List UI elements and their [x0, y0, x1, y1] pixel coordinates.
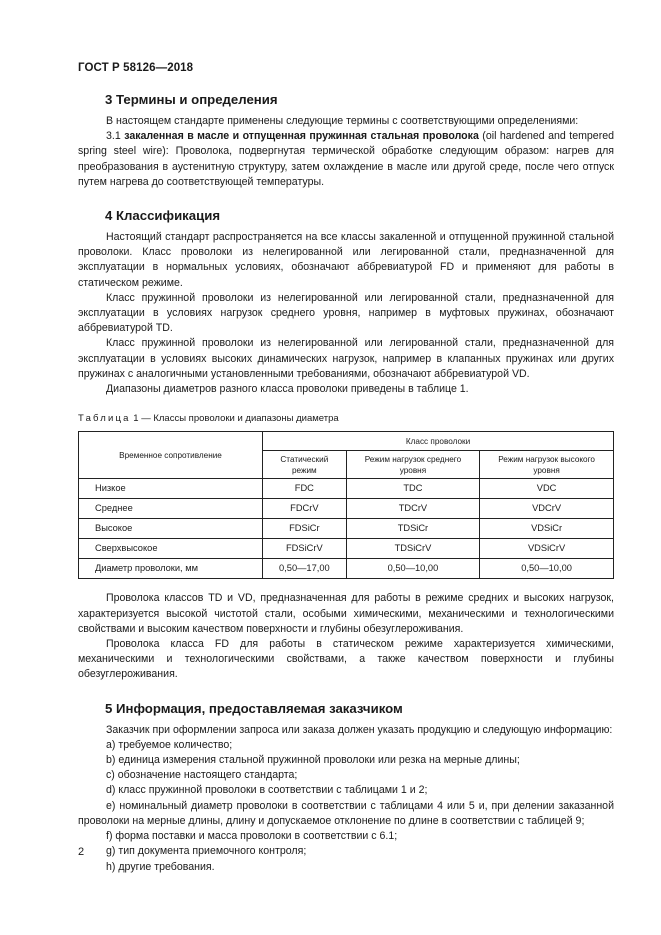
section-5-title: 5 Информация, предоставляемая заказчиком — [105, 700, 403, 716]
section-4-paragraph-3: Класс пружинной проволоки из нелегированной или легированной стали, предназначенной для эксплуатации в условиях высоких динамических нагрузок, например в клапанных пружинах или других пружинах с аналогичными установленными требованиями, обозначают аббревиатурой VD. — [78, 337, 614, 380]
section-4-paragraph-4: Диапазоны диаметров разного класса проволоки приведены в таблице 1. — [106, 383, 469, 396]
cell-fd: FDSiCr — [263, 519, 347, 539]
table-row — [79, 479, 614, 499]
list-item: h) другие требования. — [106, 860, 215, 873]
section-4-paragraph-2: Класс пружинной проволоки из нелегированной или легированной стали, предназначенной для эксплуатации в условиях нагрузок среднего уровня, например в муфтовых пружинах, обозначают аббревиатурой TD. — [78, 291, 614, 335]
cell-fd: FDCrV — [263, 499, 347, 519]
section-5-intro: Заказчик при оформлении запроса или заказа должен указать продукцию и следующую информацию: — [106, 723, 613, 736]
cell-vd: 0,50—10,00 — [480, 559, 614, 579]
section-3-title: 3 Термины и определения — [105, 92, 278, 107]
list-item: d) класс пружинной проволоки в соответствии с таблицами 1 и 2; — [106, 784, 428, 797]
header-resistance: Временное сопротивление — [79, 432, 263, 479]
table-row — [79, 499, 614, 519]
row-name: Низкое — [79, 479, 263, 499]
cell-td: TDC — [346, 479, 479, 499]
cell-vd: VDCrV — [480, 499, 614, 519]
cell-td: 0,50—10,00 — [346, 559, 479, 579]
cell-td: TDCrV — [346, 499, 479, 519]
header-static: Статический режим — [263, 451, 347, 479]
list-item: a) требуемое количество; — [106, 738, 233, 751]
row-name: Диаметр проволоки, мм — [79, 559, 263, 579]
order-info-list — [78, 738, 614, 875]
cell-fd: FDSiCrV — [263, 539, 347, 559]
table-1 — [78, 431, 614, 579]
table-1-caption — [78, 411, 614, 426]
standard-header: ГОСТ Р 58126—2018 — [78, 62, 194, 74]
section-4-after-table-2: Проволока класса FD для работы в статическом режиме характеризуется химическими, механическими и технологическими свойствами, а также качеством поверхности и глубины обезуглероживания. — [78, 638, 614, 681]
section-4-after-table-1: Проволока классов TD и VD, предназначенная для работы в режиме средних и высоких нагрузок, характеризуется высокой чистотой стали, особыми химическими, механическими и технологическими свойствами и высоким качеством поверхности и глубины обезуглероживания. — [78, 592, 614, 635]
cell-vd: VDSiCr — [480, 519, 614, 539]
page-number: 2 — [78, 846, 85, 858]
cell-fd: FDC — [263, 479, 347, 499]
row-name: Сверхвысокое — [79, 539, 263, 559]
cell-td: TDSiCr — [346, 519, 479, 539]
row-name: Среднее — [79, 499, 263, 519]
list-item: c) обозначение настоящего стандарта; — [106, 769, 298, 782]
section-3-intro: В настоящем стандарте применены следующие термины с соответствующими определениями: — [106, 115, 579, 127]
term-3-1 — [78, 129, 614, 190]
table-caption-text: 1 — Классы проволоки и диапазоны диаметра — [133, 413, 339, 425]
table-row — [79, 539, 614, 559]
term-name: закаленная в масле и отпущенная пружинная стальная проволока — [124, 130, 479, 143]
cell-vd: VDSiCrV — [480, 539, 614, 559]
term-definition: (oil hardened and tempered spring steel wire): Проволока, подвергнутая термической обработке следующим образом: нагрев для преобразования в аустенитную структуру, затем охлаждение в масле или другой среде, после чего отпуск путем нагрева до соответствующей температуры. — [78, 130, 615, 188]
list-item: e) номинальный диаметр проволоки в соответствии с таблицами 4 или 5 и, при делении заказанной проволоки на мерные длины, длину и допускаемое отклонение по длине в соответствии с таблицей 9; — [78, 799, 614, 827]
header-wire-class: Класс проволоки — [263, 432, 614, 451]
row-name: Высокое — [79, 519, 263, 539]
table-row — [79, 559, 614, 579]
header-medium: Режим нагрузок среднего уровня — [346, 451, 479, 479]
page-content — [78, 92, 614, 875]
list-item: b) единица измерения стальной пружинной проволоки или резка на мерные длины; — [106, 754, 520, 767]
list-item: f) форма поставки и масса проволоки в соответствии с 6.1; — [106, 830, 398, 843]
cell-vd: VDC — [480, 479, 614, 499]
list-item: g) тип документа приемочного контроля; — [106, 845, 307, 858]
header-high: Режим нагрузок высокого уровня — [480, 451, 614, 479]
section-4-paragraph-1: Настоящий стандарт распространяется на все классы закаленной и отпущенной пружинной стальной проволоки. Класс проволоки из нелегированной или легированной стали, предназначенной для эксплуатации в нормальных условиях, обозначают аббревиатурой FD и применяют для работы в статическом режиме. — [78, 231, 614, 289]
section-4-title: 4 Классификация — [105, 208, 221, 224]
cell-td: TDSiCrV — [346, 539, 479, 559]
cell-fd: 0,50—17,00 — [263, 559, 347, 579]
term-number: 3.1 — [106, 130, 125, 143]
table-row — [79, 519, 614, 539]
table-caption-label: Таблица — [78, 413, 131, 425]
